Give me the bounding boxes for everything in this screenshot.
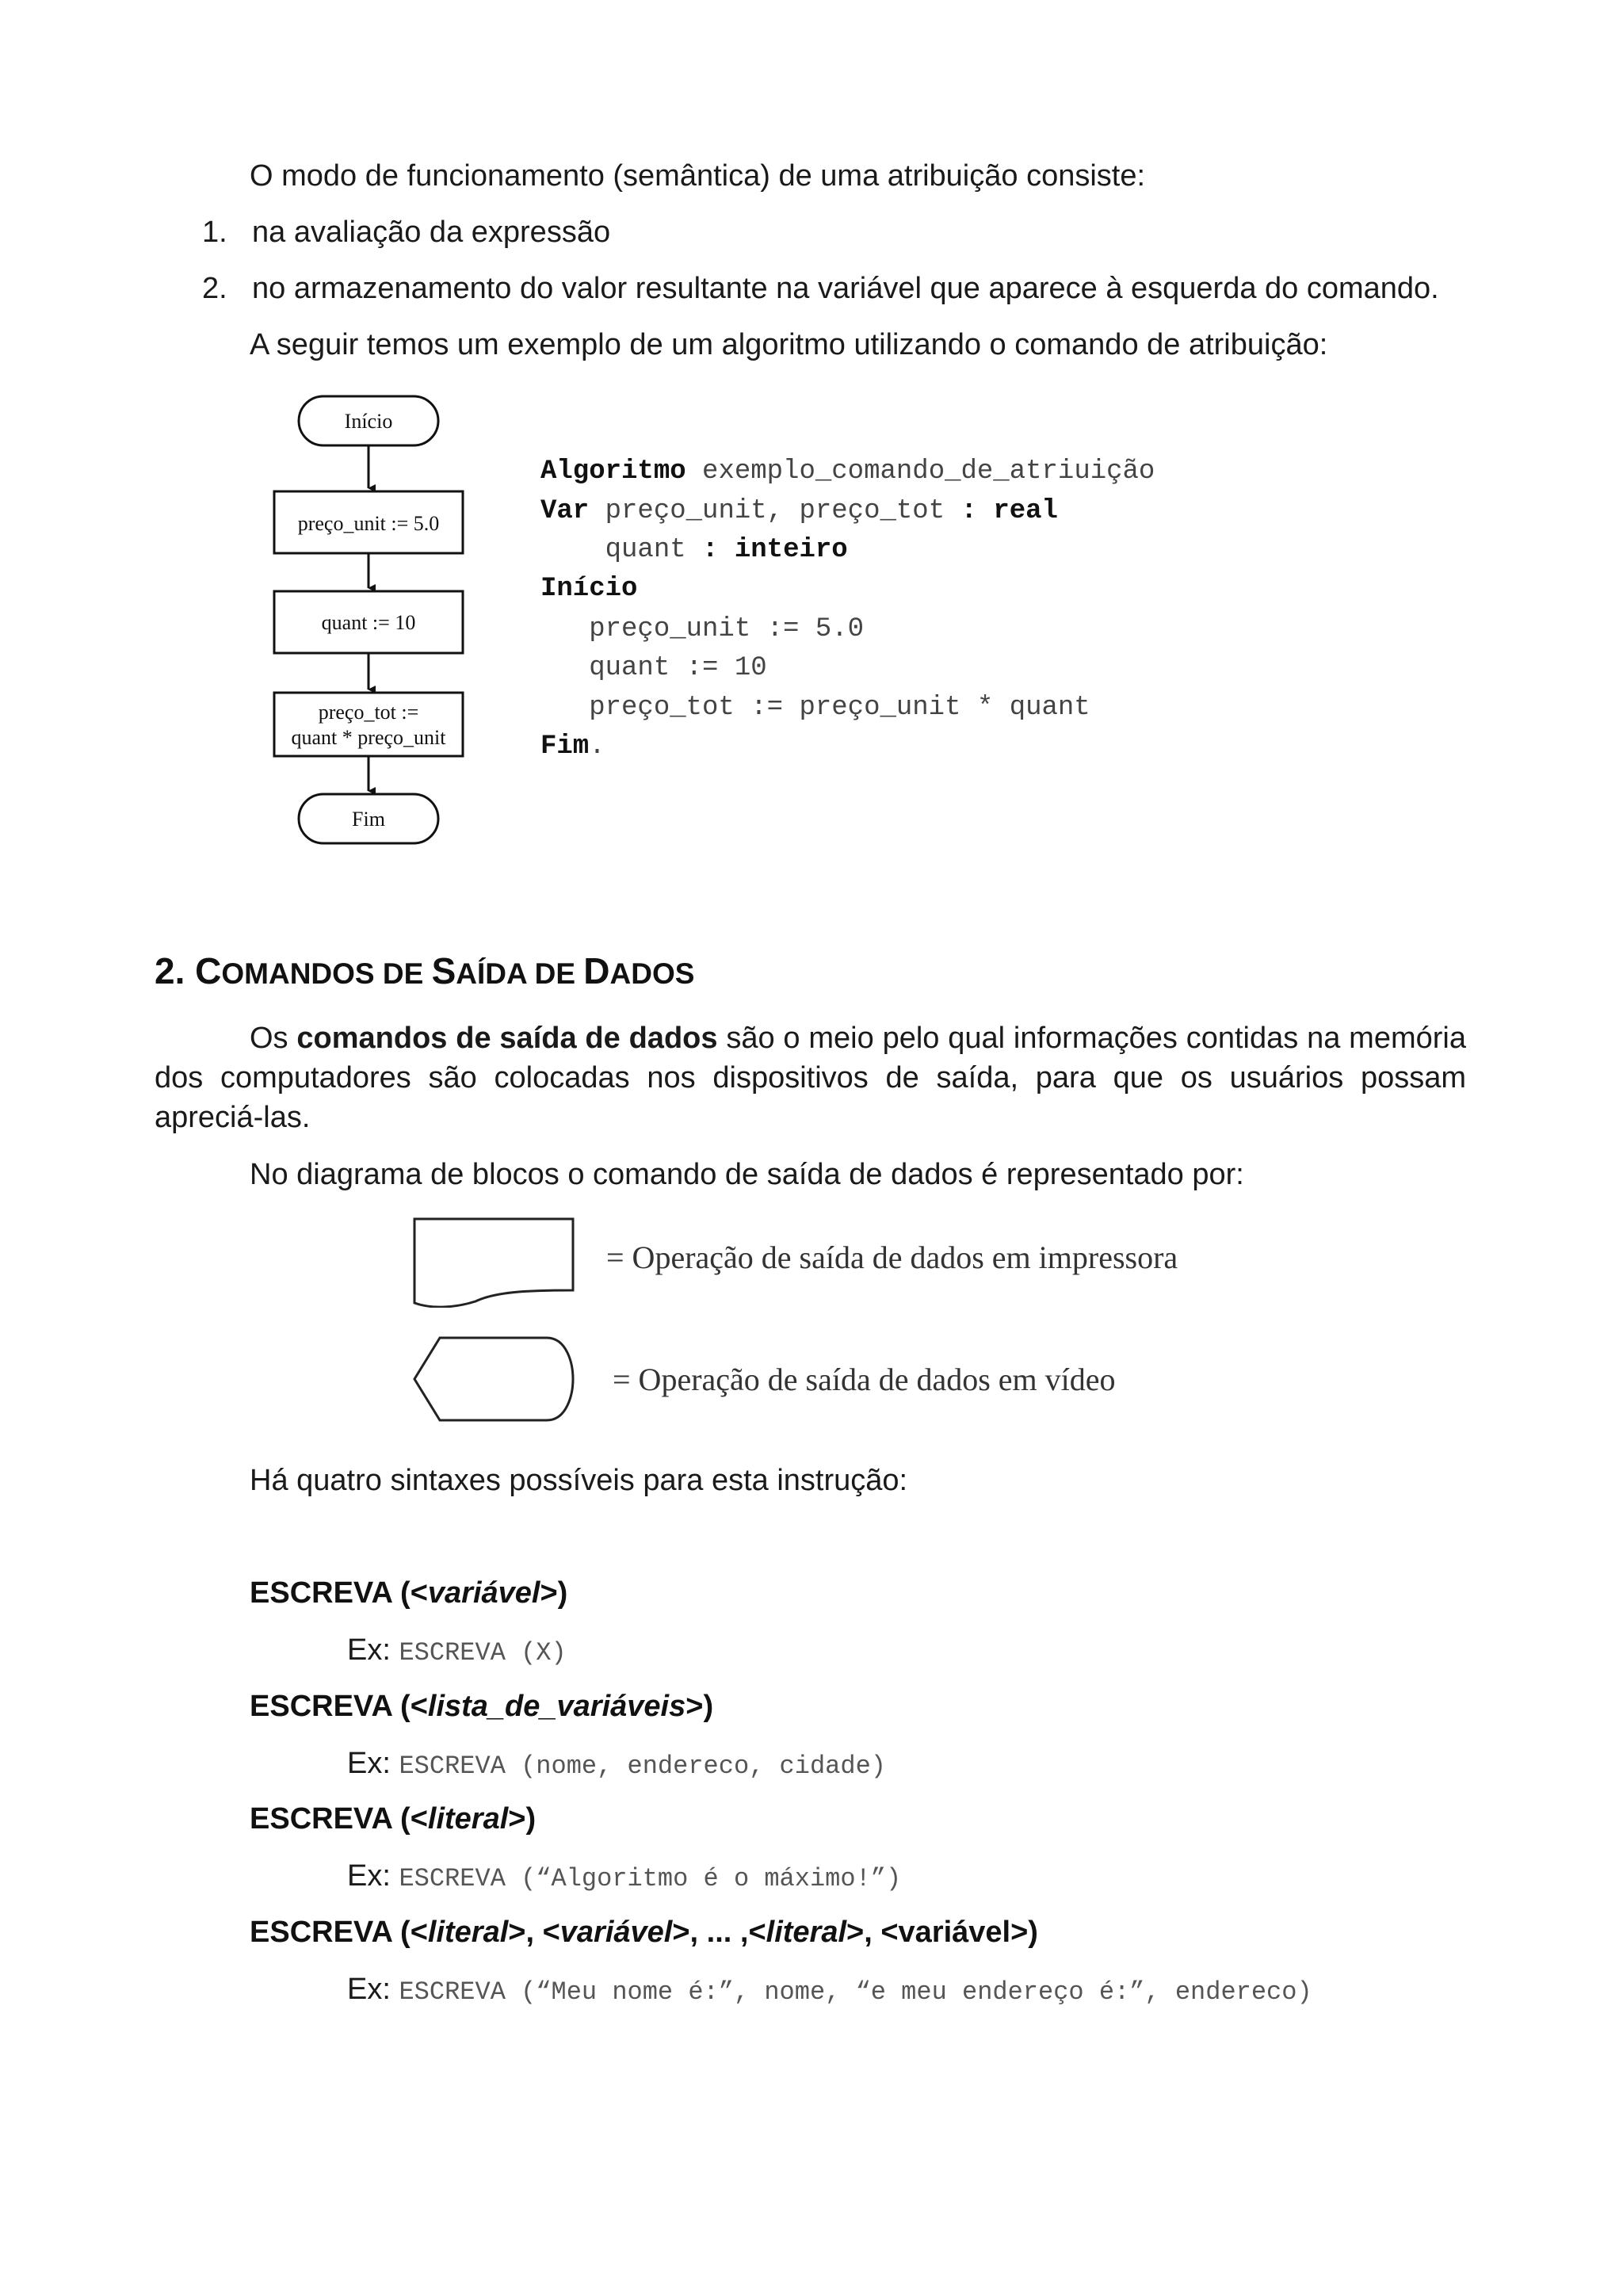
list-item: na avaliação da expressão — [252, 216, 611, 249]
video-legend-label: = Operação de saída de dados em vídeo — [613, 1362, 1116, 1397]
output-commands-paragraph: Os comandos de saída de dados são o meio pelo qual informações contidas na memória dos computadores são colocadas nos dispositivos de saída, para que os usuários possam apreciá-las. — [155, 1022, 1466, 1134]
section-heading: 2. COMANDOS DE SAÍDA DE DADOS — [155, 950, 695, 991]
code-text: quant — [540, 535, 703, 565]
flowchart-step-label: quant := 10 — [321, 611, 416, 634]
syntax-heading: ESCREVA (<literal>) — [250, 1802, 537, 1836]
code-keyword: Fim — [540, 732, 590, 762]
code-text: preço_unit := 5.0 — [540, 614, 865, 644]
code-text: . — [589, 732, 605, 762]
syntax-heading: ESCREVA (<literal>, <variável>, ... ,<literal>, <variável>) — [250, 1916, 1038, 1949]
flowchart-step-label: quant * preço_unit — [291, 726, 446, 749]
syntax-example: Ex: ESCREVA (X) — [347, 1633, 567, 1668]
syntax-example: Ex: ESCREVA (“Algoritmo é o máximo!”) — [347, 1859, 902, 1893]
diagram-intro-text: No diagrama de blocos o comando de saída de dados é representado por: — [250, 1158, 1244, 1191]
flowchart-start-label: Início — [344, 410, 393, 433]
syntax-heading: ESCREVA (<lista_de_variáveis>) — [250, 1690, 714, 1723]
code-keyword: Algoritmo — [540, 457, 686, 487]
video-output-symbol — [408, 1331, 579, 1427]
code-text: quant := 10 — [540, 653, 767, 683]
code-keyword: real — [993, 496, 1058, 526]
semantics-text: O modo de funcionamento (semântica) de uma atribuição consiste: — [250, 159, 1146, 193]
code-text: preço_unit, preço_tot — [589, 496, 961, 526]
code-keyword: : — [702, 535, 719, 565]
flowchart-end-label: Fim — [352, 808, 385, 831]
code-keyword: inteiro — [734, 535, 848, 565]
syntax-example: Ex: ESCREVA (nome, endereco, cidade) — [347, 1747, 886, 1781]
code-text: exemplo_comando_de_atriuição — [685, 457, 1155, 487]
list-item-number: 2. — [202, 272, 227, 305]
syntax-example: Ex: ESCREVA (“Meu nome é:”, nome, “e meu endereço é:”, endereco) — [347, 1973, 1312, 2007]
code-keyword: Início — [540, 574, 638, 604]
list-item-number: 1. — [202, 216, 227, 249]
printer-output-symbol — [408, 1213, 579, 1308]
printer-legend-label: = Operação de saída de dados em impressora — [606, 1240, 1178, 1275]
code-text: preço_tot := preço_unit * quant — [540, 693, 1090, 723]
assignment-flowchart — [262, 388, 483, 856]
syntax-heading: ESCREVA (<variável>) — [250, 1576, 568, 1610]
flowchart-step-label: preço_unit := 5.0 — [297, 512, 440, 535]
list-item: no armazenamento do valor resultante na variável que aparece à esquerda do comando. — [252, 272, 1439, 305]
syntaxes-intro-text: Há quatro sintaxes possíveis para esta instrução: — [250, 1464, 908, 1497]
flowchart-step-label: preço_tot := — [318, 701, 419, 724]
code-keyword: Var — [540, 496, 590, 526]
code-keyword: : — [960, 496, 977, 526]
example-intro-text: A seguir temos um exemplo de um algoritmo utilizando o comando de atribuição: — [250, 328, 1328, 361]
